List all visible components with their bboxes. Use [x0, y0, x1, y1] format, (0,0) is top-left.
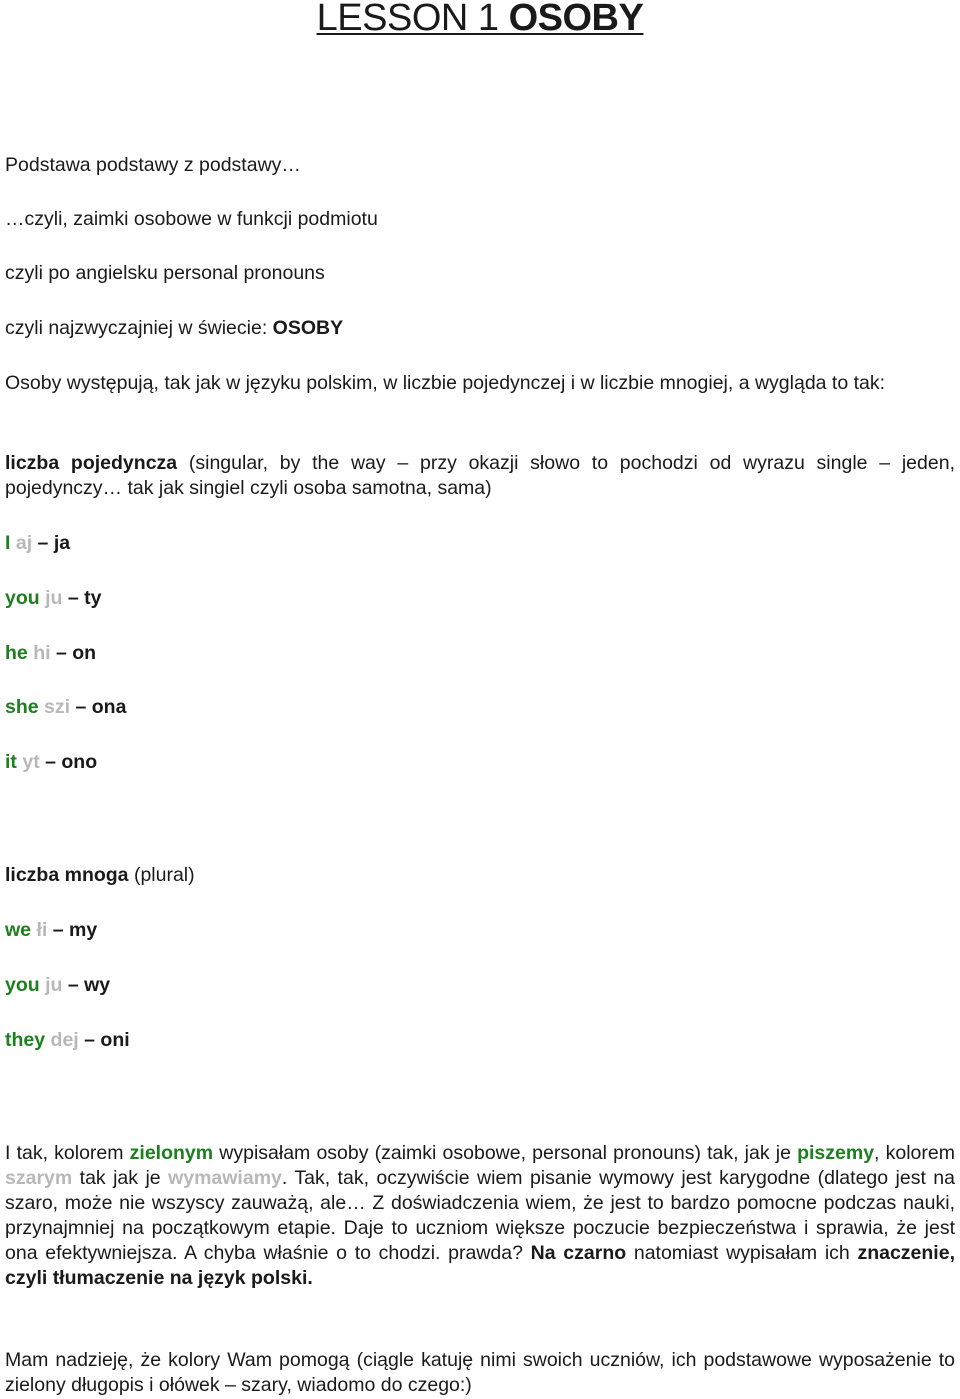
pronoun-row-they: they dej – oni	[5, 1029, 130, 1051]
plural-heading-line	[5, 863, 955, 888]
pronoun-row-you: you ju – ty	[5, 587, 102, 609]
bold-na-czarno: Na czarno	[530, 1242, 627, 1264]
persons-line: czyli najzwyczajniej w świecie: OSOBY	[5, 317, 344, 339]
persons-bold: OSOBY	[272, 317, 344, 339]
pronoun-row-we: we łi – my	[5, 919, 98, 941]
pronoun-row-it: it yt – ono	[5, 751, 98, 773]
intro-line-2: …czyli, zaimki osobowe w funkcji podmiotu	[5, 208, 378, 230]
plural-heading: liczba mnoga	[5, 864, 129, 886]
pronoun-row-he: he hi – on	[5, 642, 97, 664]
pronoun-row-i: I aj – ja	[5, 532, 71, 554]
pronoun-row-she: she szi – ona	[5, 696, 127, 718]
singular-note: (singular, by the way – przy okazji słowo to pochodzi od wyrazu single – jeden, pojedynczy… tak jak singiel czyli osoba samotna, sama)	[5, 452, 955, 499]
title-topic: OSOBY	[508, 0, 644, 39]
bold-translation: znaczenie, czyli tłumaczenie na język polski.	[5, 1242, 955, 1289]
title-lesson: LESSON 1	[316, 0, 499, 39]
explanation-paragraph: I tak, kolorem zielonym wypisałam osoby (zaimki osobowe, personal pronouns) tak, jak je piszemy, kolorem szarym tak jak je wymawiamy. Tak, tak, oczywiście wiem pisanie wymowy jest karygodne (dlatego jest na szaro, może nie wszyscy zauważą, ale… Z doświadczenia wiem, że jest to bardzo pomocne podczas nauki, przynajmniej na początkowym etapie. Daje to uczniom większe poczucie bezpieczeństwa i sprawia, że jest ona efektywniejsza. A chyba właśnie o to chodzi. prawda? Na czarno natomiast wypisałam ich znaczenie, czyli tłumaczenie na język polski.	[5, 1142, 955, 1289]
singular-heading: liczba pojedyncza	[5, 452, 178, 474]
page-title	[0, 0, 960, 42]
intro-line-1: Podstawa podstawy z podstawy…	[5, 154, 301, 176]
closing-paragraph: Mam nadzieję, że kolory Wam pomogą (ciągle katuję nimi swoich uczniów, ich podstawowe wyposażenie to zielony długopis i ołówek – szary, wiadomo do czego:)	[5, 1349, 955, 1396]
gray-word-2: wymawiamy	[168, 1167, 282, 1189]
green-word: zielonym	[129, 1142, 214, 1164]
singular-paragraph	[5, 451, 955, 501]
green-word-2: piszemy	[797, 1142, 875, 1164]
pronoun-row-you-plural: you ju – wy	[5, 974, 111, 996]
plural-note: (plural)	[128, 864, 195, 886]
gray-word: szarym	[5, 1167, 73, 1189]
intro-line-3: czyli po angielsku personal pronouns	[5, 262, 325, 284]
persons-description: Osoby występują, tak jak w języku polskim, w liczbie pojedynczej i w liczbie mnogiej, a wygląda to tak:	[5, 372, 886, 394]
